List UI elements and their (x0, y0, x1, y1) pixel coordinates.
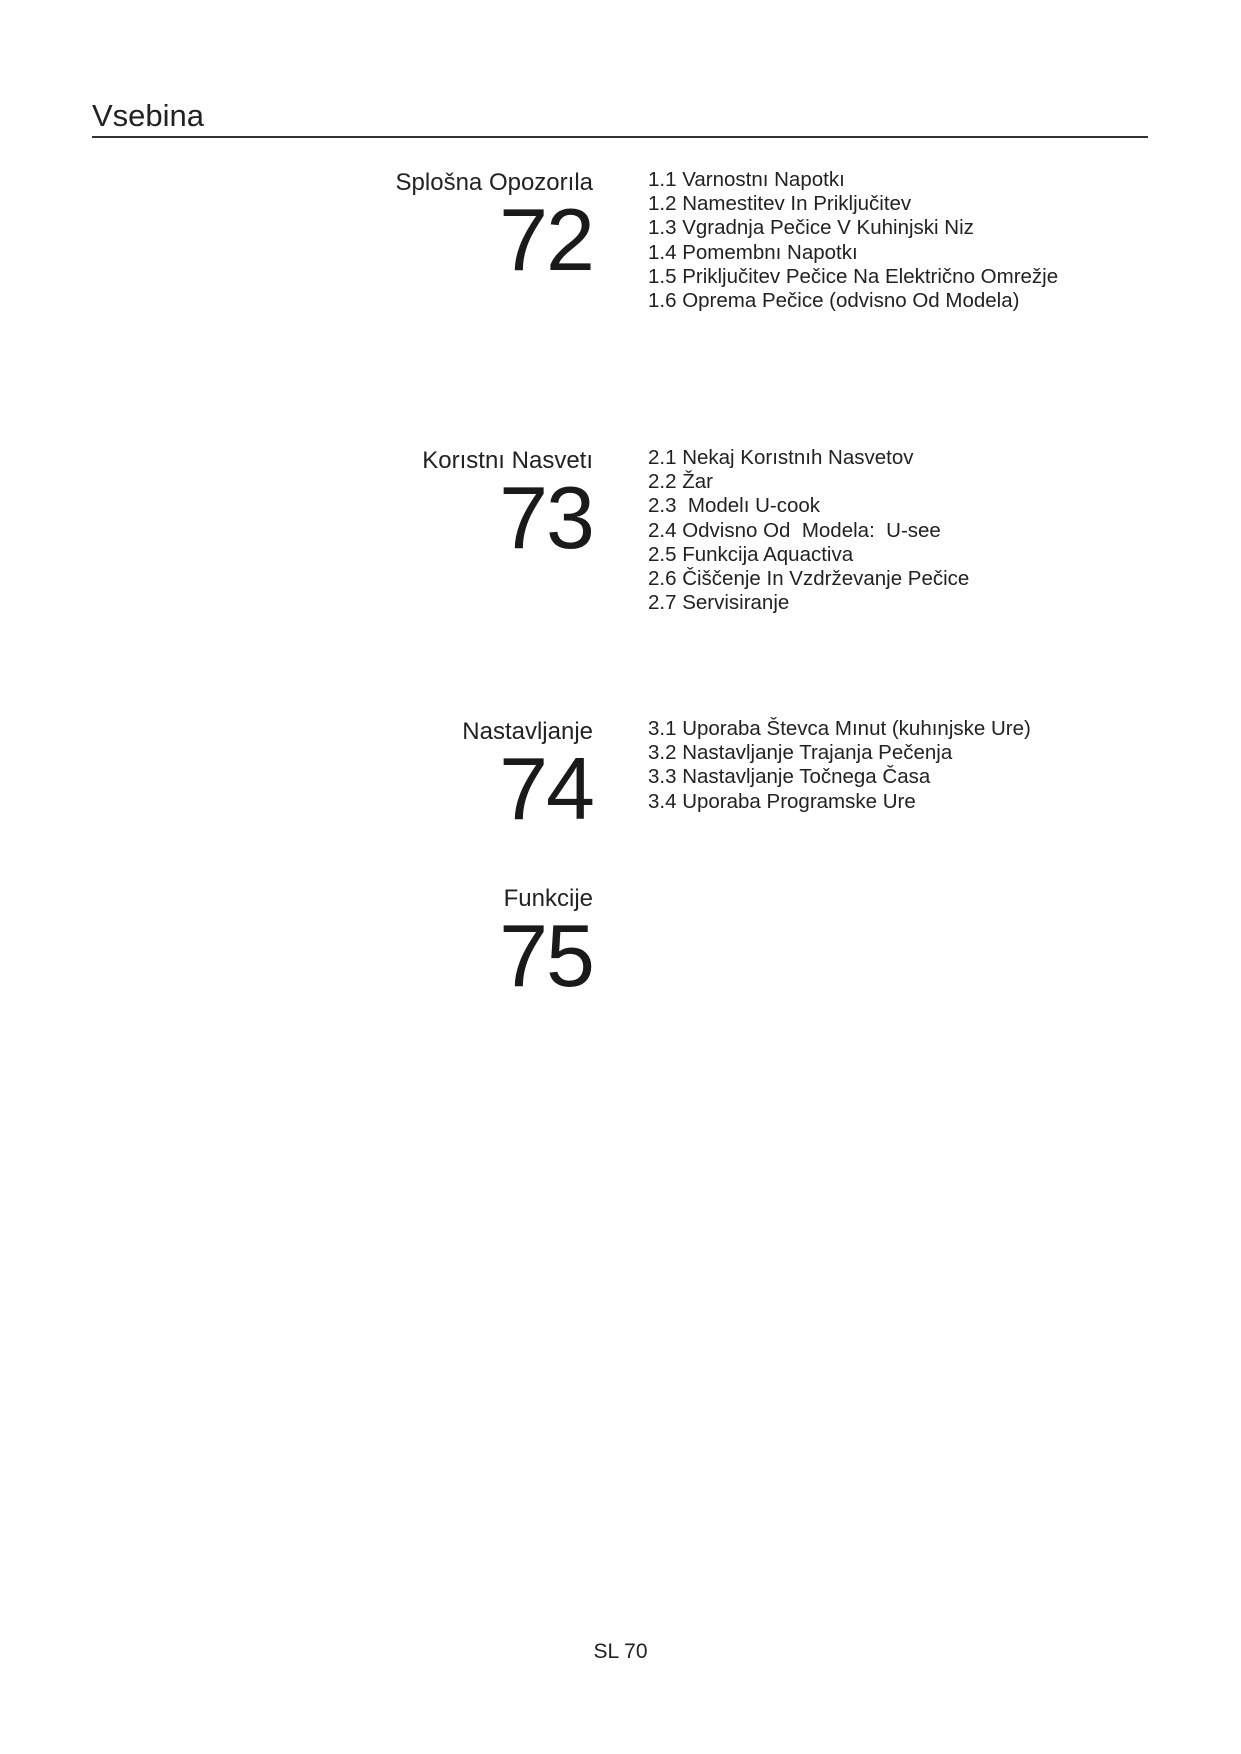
toc-entry: 3.2 Nastavljanje Trajanja Pečenja (648, 741, 953, 765)
toc-entry: 1.3 Vgradnja Pečice V Kuhinjski Niz (648, 216, 974, 240)
toc-entry: 1.4 Pomembnı Napotkı (648, 240, 858, 264)
section-title: Nastavljanje (462, 718, 593, 745)
section-item-list (648, 717, 1031, 814)
section-item-list (648, 446, 969, 615)
section-page-number: 72 (499, 190, 593, 289)
toc-entry: 3.3 Nastavljanje Točnega Časa (648, 765, 931, 789)
toc-entry: 2.7 Servisiranje (648, 591, 790, 615)
toc-entry: 1.2 Namestitev In Priključitev (648, 192, 912, 216)
toc-entry: 2.2 Žar (648, 470, 713, 494)
section-heading (193, 446, 593, 567)
section-heading (193, 717, 593, 838)
section-title: Korıstnı Nasvetı (422, 447, 593, 474)
toc-entry: 1.6 Oprema Pečice (odvisno Od Modela) (648, 289, 1020, 313)
section-page-number: 74 (499, 739, 593, 838)
page-title: Vsebina (92, 98, 205, 133)
toc-entry: 2.3 Modelı U-cook (648, 494, 821, 518)
toc-entry: 2.1 Nekaj Korıstnıh Nasvetov (648, 446, 914, 469)
toc-entry: 3.4 Uporaba Programske Ure (648, 789, 916, 813)
toc-entry: 1.1 Varnostnı Napotkı (648, 168, 845, 191)
toc-entry: 2.6 Čiščenje In Vzdrževanje Pečice (648, 567, 970, 591)
toc-entry: 2.5 Funkcija Aquactiva (648, 542, 854, 566)
toc-entry: 2.4 Odvisno Od Modela: U-see (648, 518, 941, 542)
section-title: Splošna Opozorıla (395, 169, 593, 196)
section-title: Funkcije (503, 885, 593, 912)
title-divider (92, 136, 1148, 138)
section-page-number: 75 (499, 906, 593, 1005)
toc-entry: 1.5 Priključitev Pečice Na Električno Omrežje (648, 264, 1059, 288)
section-page-number: 73 (499, 468, 593, 567)
page-footer-number: SL 70 (593, 1640, 648, 1663)
toc-entry: 3.1 Uporaba Števca Mınut (kuhınjske Ure) (648, 717, 1031, 740)
section-heading (193, 884, 593, 1005)
section-item-list (648, 168, 1058, 313)
section-heading (193, 168, 593, 289)
